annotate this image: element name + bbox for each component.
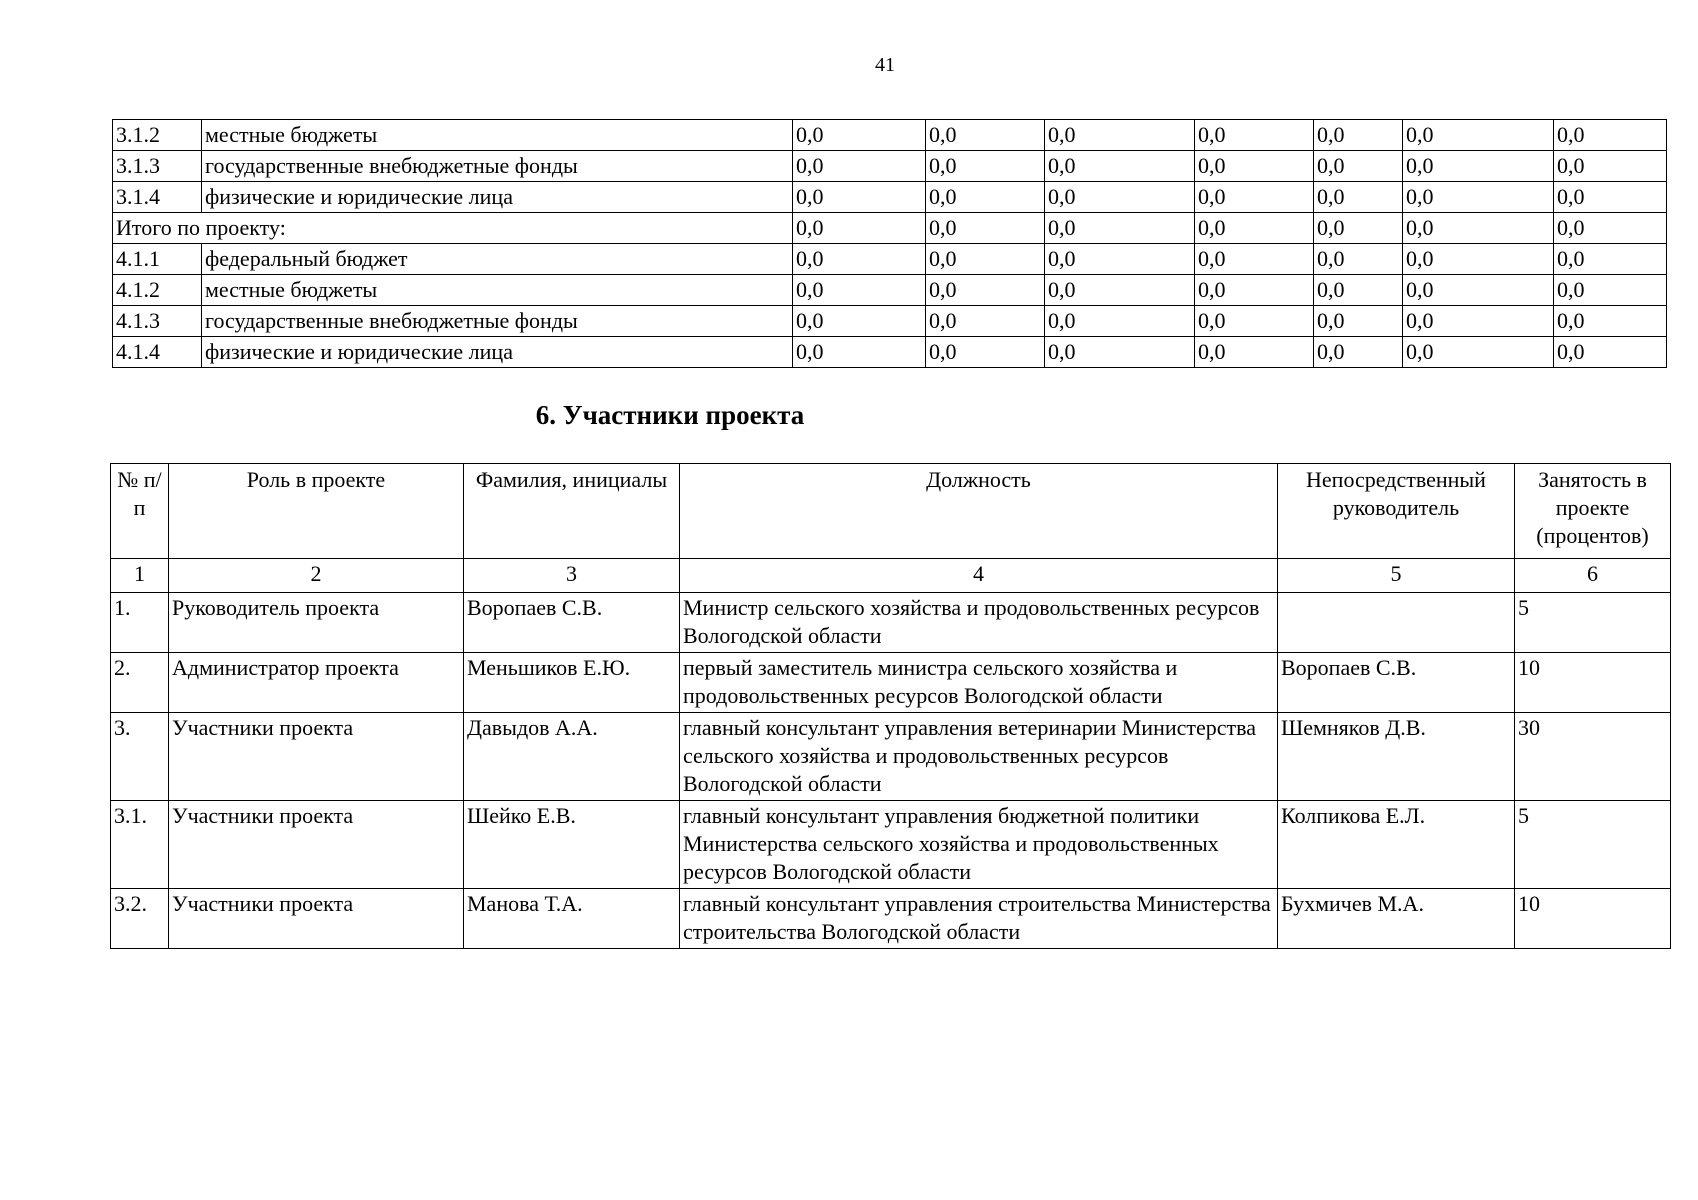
participant-row (111, 889, 1671, 949)
participant-name: Воропаев С.В. (464, 593, 680, 653)
budget-table-body (113, 120, 1667, 368)
budget-row (113, 337, 1667, 368)
budget-row-code: 4.1.3 (113, 306, 202, 337)
budget-value-cell: 0,0 (1195, 337, 1314, 368)
participants-table (110, 463, 1671, 949)
participant-employment: 10 (1515, 889, 1671, 949)
budget-row-code: 4.1.1 (113, 244, 202, 275)
participant-employment: 5 (1515, 593, 1671, 653)
budget-value-cell: 0,0 (1045, 337, 1195, 368)
column-number: 2 (169, 559, 464, 593)
column-number: 3 (464, 559, 680, 593)
participant-role: Администратор проекта (169, 653, 464, 713)
budget-value-cell: 0,0 (926, 306, 1045, 337)
participant-manager: Воропаев С.В. (1278, 653, 1515, 713)
budget-value-cell: 0,0 (1314, 244, 1403, 275)
participant-row (111, 801, 1671, 889)
participant-manager: Колпикова Е.Л. (1278, 801, 1515, 889)
budget-value-cell: 0,0 (793, 306, 926, 337)
column-number-row (111, 559, 1671, 593)
budget-value-cell: 0,0 (793, 275, 926, 306)
budget-value-cell: 0,0 (793, 244, 926, 275)
budget-value-cell: 0,0 (1554, 182, 1667, 213)
budget-total-label: Итого по проекту: (113, 213, 793, 244)
header-employment: Занятость в проекте (процентов) (1515, 464, 1671, 559)
header-manager: Непосредственный руководитель (1278, 464, 1515, 559)
participant-employment: 10 (1515, 653, 1671, 713)
budget-row (113, 244, 1667, 275)
budget-value-cell: 0,0 (1195, 120, 1314, 151)
budget-row (113, 120, 1667, 151)
budget-row-name: местные бюджеты (202, 275, 793, 306)
column-number: 4 (680, 559, 1278, 593)
budget-value-cell: 0,0 (793, 151, 926, 182)
participant-role: Участники проекта (169, 801, 464, 889)
budget-value-cell: 0,0 (1403, 337, 1554, 368)
participant-manager (1278, 593, 1515, 653)
budget-table (112, 119, 1667, 368)
header-role: Роль в проекте (169, 464, 464, 559)
budget-value-cell: 0,0 (1195, 151, 1314, 182)
budget-row-code: 3.1.3 (113, 151, 202, 182)
budget-value-cell: 0,0 (1045, 306, 1195, 337)
participants-header-row (111, 464, 1671, 559)
participant-num: 3.1. (111, 801, 169, 889)
budget-value-cell: 0,0 (1314, 182, 1403, 213)
budget-value-cell: 0,0 (1045, 213, 1195, 244)
budget-value-cell: 0,0 (1554, 120, 1667, 151)
budget-value-cell: 0,0 (926, 275, 1045, 306)
budget-value-cell: 0,0 (1045, 275, 1195, 306)
participant-num: 3. (111, 713, 169, 801)
section-title: 6. Участники проекта (535, 400, 805, 430)
budget-value-cell: 0,0 (1554, 306, 1667, 337)
budget-value-cell: 0,0 (793, 337, 926, 368)
budget-value-cell: 0,0 (926, 337, 1045, 368)
participant-position: первый заместитель министра сельского хозяйства и продовольственных ресурсов Вологодской области (680, 653, 1278, 713)
budget-row-name: государственные внебюджетные фонды (202, 306, 793, 337)
budget-row-code: 3.1.2 (113, 120, 202, 151)
budget-value-cell: 0,0 (1403, 151, 1554, 182)
budget-value-cell: 0,0 (1045, 244, 1195, 275)
budget-value-cell: 0,0 (1195, 306, 1314, 337)
budget-row-name: федеральный бюджет (202, 244, 793, 275)
budget-row (113, 306, 1667, 337)
budget-row (113, 182, 1667, 213)
budget-value-cell: 0,0 (926, 120, 1045, 151)
budget-value-cell: 0,0 (1403, 120, 1554, 151)
participant-role: Участники проекта (169, 889, 464, 949)
budget-value-cell: 0,0 (1314, 275, 1403, 306)
participant-employment: 30 (1515, 713, 1671, 801)
budget-row-name: физические и юридические лица (202, 337, 793, 368)
budget-value-cell: 0,0 (793, 120, 926, 151)
column-number: 5 (1278, 559, 1515, 593)
budget-total-row (113, 213, 1667, 244)
budget-value-cell: 0,0 (1403, 275, 1554, 306)
page-number: 41 (875, 54, 895, 76)
participant-role: Участники проекта (169, 713, 464, 801)
budget-value-cell: 0,0 (926, 182, 1045, 213)
participant-manager: Шемняков Д.В. (1278, 713, 1515, 801)
budget-value-cell: 0,0 (926, 151, 1045, 182)
budget-value-cell: 0,0 (1554, 151, 1667, 182)
participant-position: главный консультант управления ветеринарии Министерства сельского хозяйства и продовольственных ресурсов Вологодской области (680, 713, 1278, 801)
participant-position: главный консультант управления бюджетной политики Министерства сельского хозяйства и продовольственных ресурсов Вологодской области (680, 801, 1278, 889)
participant-name: Давыдов А.А. (464, 713, 680, 801)
budget-value-cell: 0,0 (1195, 244, 1314, 275)
budget-value-cell: 0,0 (1314, 337, 1403, 368)
header-position: Должность (680, 464, 1278, 559)
participant-position: Министр сельского хозяйства и продовольственных ресурсов Вологодской области (680, 593, 1278, 653)
participant-name: Меньшиков Е.Ю. (464, 653, 680, 713)
budget-value-cell: 0,0 (1554, 244, 1667, 275)
column-number: 1 (111, 559, 169, 593)
budget-value-cell: 0,0 (1403, 244, 1554, 275)
participant-position: главный консультант управления строительства Министерства строительства Вологодской области (680, 889, 1278, 949)
participant-row (111, 593, 1671, 653)
budget-row-code: 3.1.4 (113, 182, 202, 213)
participant-employment: 5 (1515, 801, 1671, 889)
budget-value-cell: 0,0 (1314, 306, 1403, 337)
budget-row (113, 275, 1667, 306)
budget-value-cell: 0,0 (926, 244, 1045, 275)
budget-value-cell: 0,0 (1403, 182, 1554, 213)
budget-value-cell: 0,0 (1314, 120, 1403, 151)
budget-value-cell: 0,0 (793, 213, 926, 244)
budget-value-cell: 0,0 (1045, 182, 1195, 213)
column-number: 6 (1515, 559, 1671, 593)
budget-row (113, 151, 1667, 182)
budget-value-cell: 0,0 (1403, 306, 1554, 337)
participant-num: 2. (111, 653, 169, 713)
budget-value-cell: 0,0 (1195, 182, 1314, 213)
participant-num: 1. (111, 593, 169, 653)
header-name: Фамилия, инициалы (464, 464, 680, 559)
budget-row-name: местные бюджеты (202, 120, 793, 151)
participant-name: Манова Т.А. (464, 889, 680, 949)
participant-row (111, 653, 1671, 713)
budget-value-cell: 0,0 (1403, 213, 1554, 244)
budget-row-name: государственные внебюджетные фонды (202, 151, 793, 182)
budget-value-cell: 0,0 (1554, 337, 1667, 368)
budget-row-name: физические и юридические лица (202, 182, 793, 213)
participant-row (111, 713, 1671, 801)
participant-name: Шейко Е.В. (464, 801, 680, 889)
budget-value-cell: 0,0 (1554, 213, 1667, 244)
budget-value-cell: 0,0 (1195, 275, 1314, 306)
budget-value-cell: 0,0 (1045, 120, 1195, 151)
budget-value-cell: 0,0 (926, 213, 1045, 244)
participant-manager: Бухмичев М.А. (1278, 889, 1515, 949)
header-num: № п/п (111, 464, 169, 559)
budget-value-cell: 0,0 (1045, 151, 1195, 182)
budget-value-cell: 0,0 (1314, 151, 1403, 182)
budget-value-cell: 0,0 (1195, 213, 1314, 244)
participant-role: Руководитель проекта (169, 593, 464, 653)
budget-row-code: 4.1.2 (113, 275, 202, 306)
budget-value-cell: 0,0 (793, 182, 926, 213)
participant-num: 3.2. (111, 889, 169, 949)
budget-value-cell: 0,0 (1554, 275, 1667, 306)
budget-row-code: 4.1.4 (113, 337, 202, 368)
budget-value-cell: 0,0 (1314, 213, 1403, 244)
